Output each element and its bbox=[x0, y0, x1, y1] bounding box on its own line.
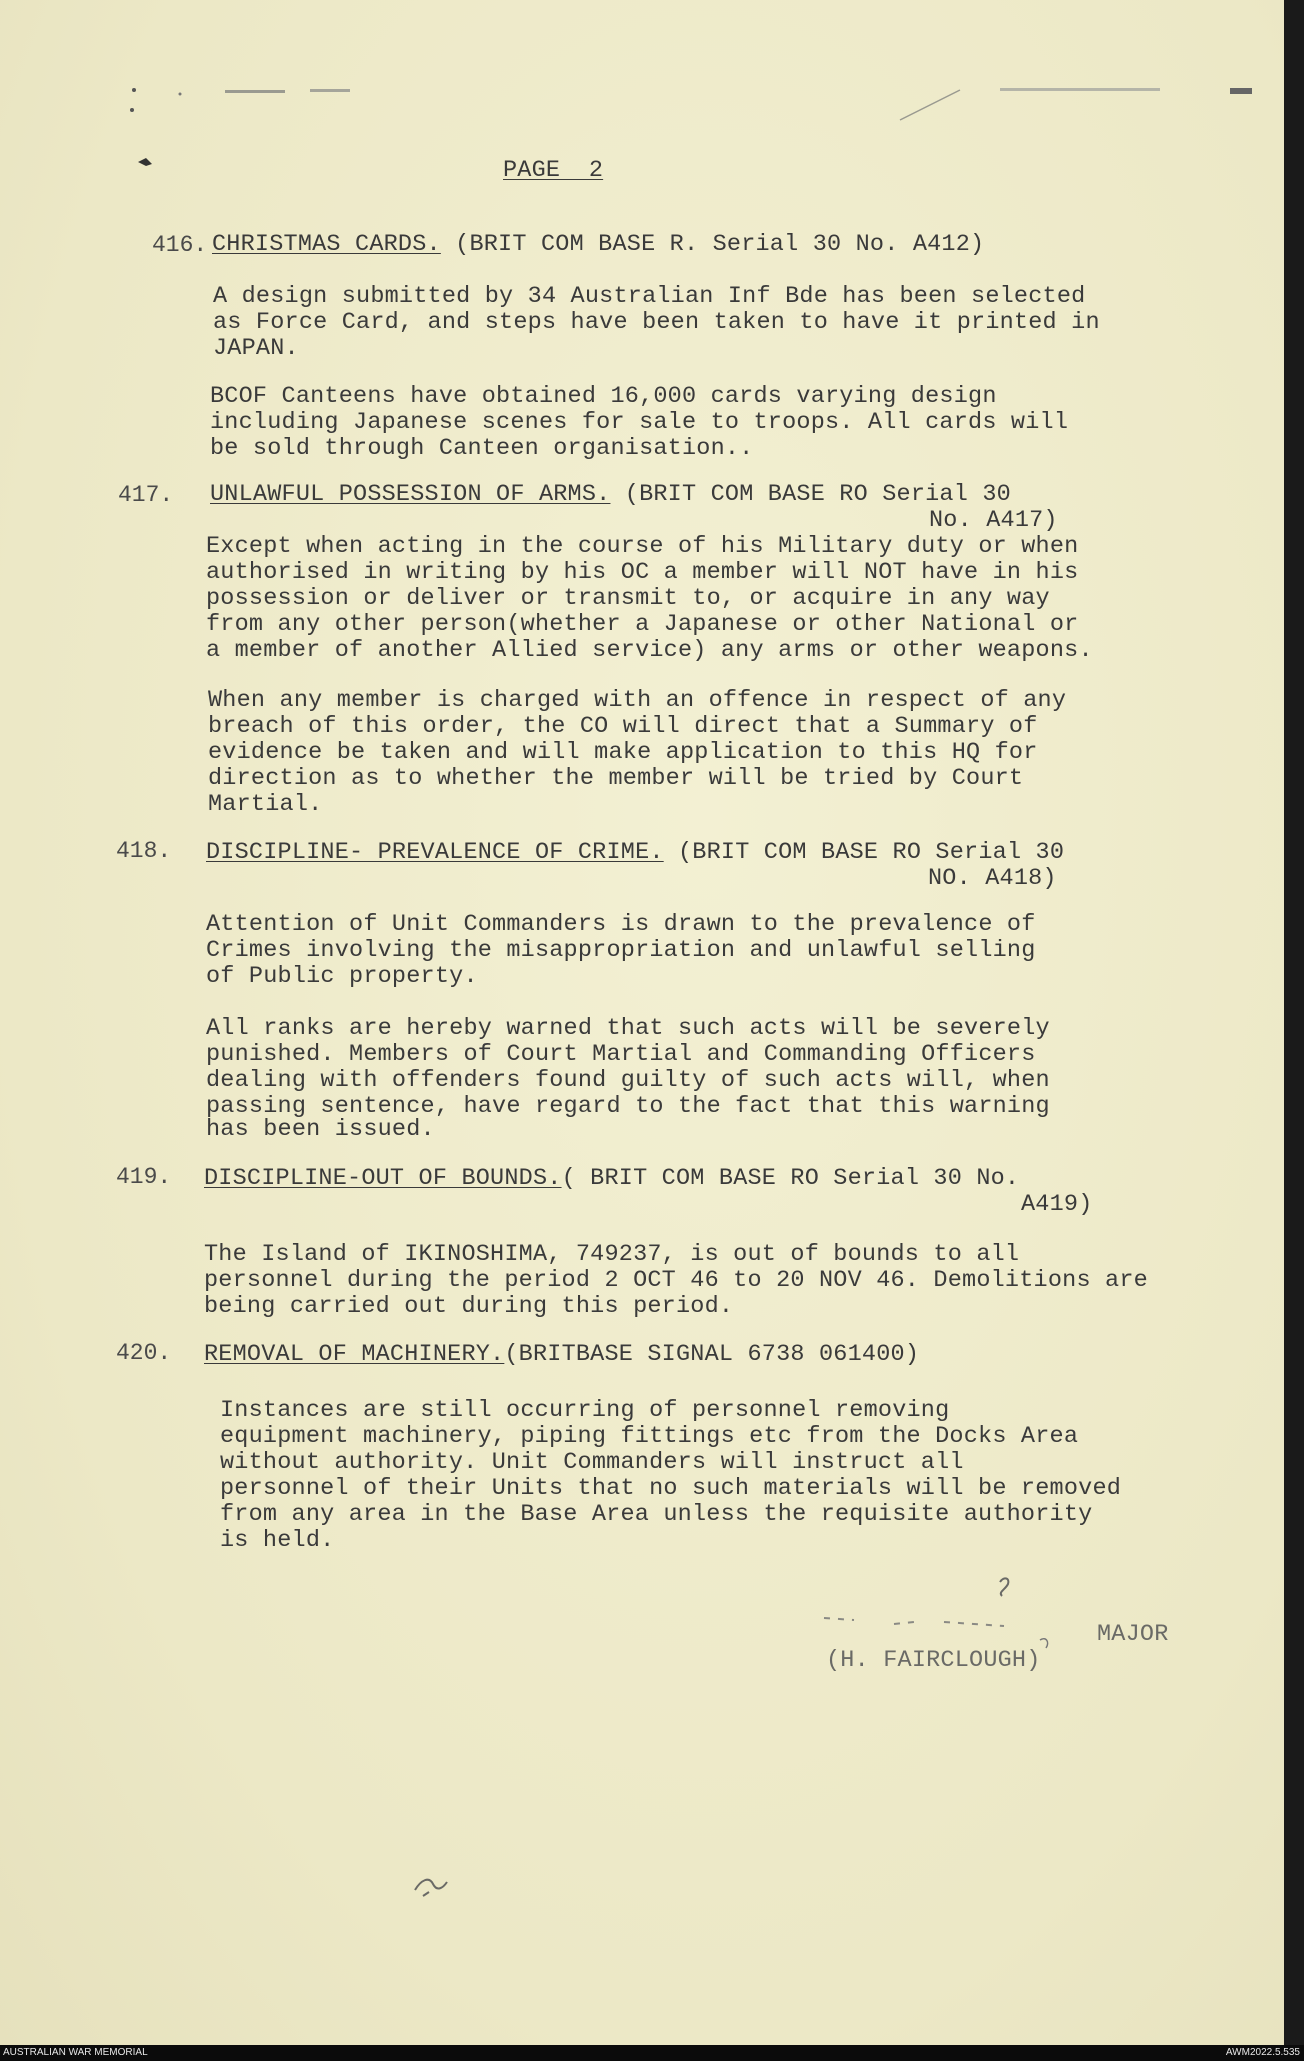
page-header: PAGE 2 bbox=[503, 157, 604, 184]
item-reference-cont: NO. A418) bbox=[928, 865, 1057, 892]
paragraph-line: of Public property. bbox=[206, 963, 478, 990]
paragraph-line: being carried out during this period. bbox=[204, 1293, 734, 1320]
paragraph-line: The Island of IKINOSHIMA, 749237, is out of bounds to all bbox=[204, 1241, 1020, 1268]
item-number: 416. bbox=[152, 232, 208, 258]
paragraph-line: Except when acting in the course of his Military duty or when bbox=[206, 533, 1079, 560]
item-heading: REMOVAL OF MACHINERY. bbox=[204, 1341, 505, 1368]
paragraph-line: as Force Card, and steps have been taken to have it printed in bbox=[213, 309, 1100, 336]
paragraph-line: personnel during the period 2 OCT 46 to 20 NOV 46. Demolitions are bbox=[204, 1267, 1148, 1294]
paragraph-line: be sold through Canteen organisation.. bbox=[210, 435, 754, 462]
paragraph-line: has been issued. bbox=[206, 1116, 435, 1143]
item-reference: (BRIT COM BASE RO Serial 30 bbox=[610, 481, 1011, 508]
paragraph-line: including Japanese scenes for sale to troops. All cards will bbox=[210, 409, 1069, 436]
paragraph-line: When any member is charged with an offence in respect of any bbox=[208, 687, 1067, 714]
item-heading-line bbox=[206, 840, 1064, 866]
paragraph-line: personnel of their Units that no such materials will be removed bbox=[220, 1475, 1122, 1502]
paragraph-line: Instances are still occurring of personnel removing bbox=[220, 1397, 950, 1424]
signature-name: (H. FAIRCLOUGH) bbox=[826, 1647, 1041, 1674]
paragraph-line: from any area in the Base Area unless the requisite authority bbox=[220, 1501, 1093, 1528]
paragraph-line: breach of this order, the CO will direct that a Summary of bbox=[208, 713, 1038, 740]
item-reference-cont: No. A417) bbox=[929, 507, 1058, 534]
item-number: 418. bbox=[116, 838, 172, 864]
item-number: 420. bbox=[116, 1340, 172, 1366]
paragraph-line: A design submitted by 34 Australian Inf Bde has been selected bbox=[213, 283, 1086, 310]
item-number: 417. bbox=[118, 482, 174, 508]
paragraph-line: is held. bbox=[220, 1527, 335, 1554]
item-reference: ( BRIT COM BASE RO Serial 30 No. bbox=[561, 1165, 1020, 1192]
item-heading-line bbox=[212, 232, 984, 258]
paragraph-line: JAPAN. bbox=[213, 335, 299, 362]
paragraph-line: punished. Members of Court Martial and Commanding Officers bbox=[206, 1041, 1036, 1068]
item-reference-cont: A419) bbox=[1021, 1191, 1093, 1218]
paragraph-line: All ranks are hereby warned that such acts will be severely bbox=[206, 1015, 1050, 1042]
paragraph-line: Martial. bbox=[208, 791, 323, 818]
paragraph-line: passing sentence, have regard to the fact that this warning bbox=[206, 1093, 1050, 1120]
item-heading-line bbox=[204, 1342, 919, 1368]
item-reference: (BRIT COM BASE R. Serial 30 No. A412) bbox=[440, 231, 985, 258]
paragraph-line: BCOF Canteens have obtained 16,000 cards varying design bbox=[210, 383, 997, 410]
item-reference: (BRITBASE SIGNAL 6738 061400) bbox=[504, 1341, 920, 1368]
page-edge-shadow bbox=[1284, 0, 1304, 2045]
item-reference: (BRIT COM BASE RO Serial 30 bbox=[663, 839, 1065, 866]
paragraph-line: dealing with offenders found guilty of such acts will, when bbox=[206, 1067, 1050, 1094]
footer-reference: AWM2022.5.535 bbox=[1225, 2047, 1300, 2058]
paragraph-line: equipment machinery, piping fittings etc from the Docks Area bbox=[220, 1423, 1079, 1450]
item-heading: DISCIPLINE-OUT OF BOUNDS. bbox=[204, 1165, 562, 1192]
footer-bar bbox=[0, 2045, 1304, 2061]
ink-specks bbox=[120, 80, 1280, 180]
item-heading: CHRISTMAS CARDS. bbox=[212, 231, 441, 258]
footer-source: AUSTRALIAN WAR MEMORIAL bbox=[3, 2047, 148, 2058]
paragraph-line: without authority. Unit Commanders will instruct all bbox=[220, 1449, 964, 1476]
paragraph-line: Attention of Unit Commanders is drawn to the prevalence of bbox=[206, 911, 1036, 938]
item-heading: DISCIPLINE- PREVALENCE OF CRIME. bbox=[206, 839, 664, 866]
paragraph-line: Crimes involving the misappropriation and unlawful selling bbox=[206, 937, 1036, 964]
item-heading: UNLAWFUL POSSESSION OF ARMS. bbox=[210, 481, 611, 508]
paragraph-line: a member of another Allied service) any arms or other weapons. bbox=[206, 637, 1093, 664]
signature-rank: MAJOR bbox=[1097, 1621, 1169, 1648]
item-number: 419. bbox=[116, 1164, 172, 1190]
paragraph-line: authorised in writing by his OC a member will NOT have in his bbox=[206, 559, 1079, 586]
ink-mark-bottom bbox=[405, 1860, 465, 1910]
item-heading-line bbox=[204, 1166, 1019, 1192]
paragraph-line: from any other person(whether a Japanese or other National or bbox=[206, 611, 1079, 638]
paragraph-line: direction as to whether the member will be tried by Court bbox=[208, 765, 1024, 792]
paragraph-line: possession or deliver or transmit to, or acquire in any way bbox=[206, 585, 1050, 612]
item-heading-line bbox=[210, 482, 1011, 508]
paragraph-line: evidence be taken and will make application to this HQ for bbox=[208, 739, 1038, 766]
